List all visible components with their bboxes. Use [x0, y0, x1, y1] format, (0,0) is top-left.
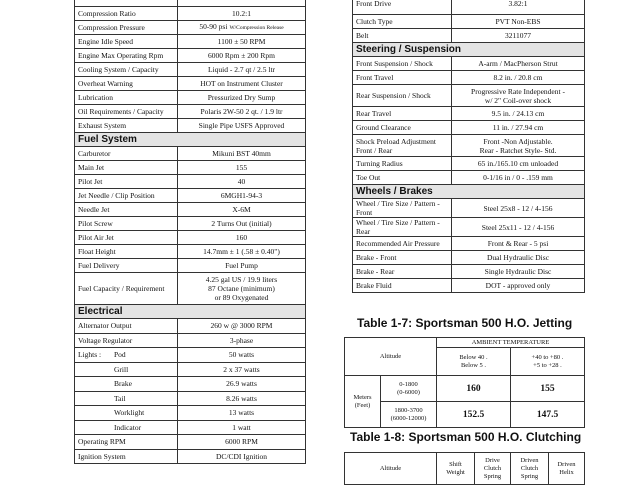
- spec-value-cell: [452, 218, 585, 237]
- spec-label: Front Travel: [356, 73, 394, 82]
- spec-label: Fuel Capacity / Requirement: [78, 284, 165, 293]
- spec-value: 0-1/16 in / 0 - .159 mm: [483, 173, 553, 182]
- spec-value-cell: [178, 203, 306, 217]
- spec-value-cell: [452, 85, 585, 107]
- spec-value-cell: [178, 189, 306, 203]
- right-spec-table: [352, 0, 585, 293]
- spec-label: Operating RPM: [78, 437, 126, 447]
- spec-value-cell: [178, 7, 306, 21]
- spec-label: Wheel / Tire Size / Pattern - Rear: [356, 218, 440, 236]
- spec-label-cell: [75, 391, 178, 406]
- spec-value: 13 watts: [228, 408, 255, 418]
- spec-sublabel: Pod: [114, 350, 126, 360]
- spec-label-cell: [75, 91, 178, 105]
- spec-value-cell: [178, 91, 306, 105]
- spec-label: Belt: [356, 31, 369, 40]
- spec-row: [75, 203, 306, 217]
- spec-value-cell: [178, 377, 306, 392]
- section-title: Electrical: [75, 305, 306, 319]
- spec-label-cell: [75, 377, 178, 392]
- spec-label-cell: [75, 259, 178, 273]
- spec-value: 6000 RPM: [225, 437, 258, 447]
- spec-value-cell: [452, 251, 585, 265]
- clutching-table: [344, 452, 585, 485]
- spec-row: [353, 107, 585, 121]
- spec-row: [75, 21, 306, 35]
- header-line: Spring: [483, 472, 502, 480]
- spec-row: [75, 35, 306, 49]
- spec-label-cell: [75, 362, 178, 377]
- spec-label: Overheat Warning: [78, 79, 133, 88]
- spec-row: [75, 245, 306, 259]
- spec-value: PVT Non-EBS: [495, 17, 541, 26]
- header-line: Drive: [485, 456, 500, 464]
- spec-label-cell: [75, 231, 178, 245]
- spec-value-cell: [178, 259, 306, 273]
- spec-value-line: 4.25 gal US / 19.9 liters: [205, 275, 278, 284]
- spec-value: Single Hydraulic Disc: [484, 267, 552, 276]
- spec-label: Lubrication: [78, 93, 113, 102]
- spec-value-cell: [452, 199, 585, 218]
- spec-value-cell: [178, 348, 306, 363]
- spec-value: 50 watts: [228, 350, 255, 360]
- spec-label-cell: [75, 63, 178, 77]
- spec-value-cell: [178, 161, 306, 175]
- spec-row: [353, 85, 585, 107]
- spec-value: Pressurized Dry Sump: [207, 93, 276, 102]
- spec-value-cell: [178, 21, 306, 35]
- spec-value: 26.9 watts: [226, 379, 257, 389]
- spec-row: [353, 279, 585, 293]
- spec-value-line: Rear - Ratchet Style- Std.: [479, 145, 557, 155]
- spec-value: Liquid - 2.7 qt / 2.5 ltr: [207, 65, 276, 74]
- spec-label-cell: [353, 57, 452, 71]
- spec-value: Mikuni BST 40mm: [212, 149, 271, 158]
- spec-label: Ignition System: [78, 451, 126, 461]
- spec-value-cell: [452, 135, 585, 157]
- spec-label-cell: [353, 135, 452, 157]
- spec-label: Needle Jet: [78, 205, 110, 214]
- spec-value-cell: [452, 57, 585, 71]
- spec-sublabel: Grill: [114, 364, 129, 374]
- spec-value: X-6M: [232, 205, 251, 214]
- spec-label-cell: [353, 279, 452, 293]
- spec-sublabel: Brake: [114, 379, 132, 389]
- spec-value: 9.5 in. / 24.13 cm: [491, 109, 545, 118]
- spec-value-cell: [178, 273, 306, 305]
- temp-col-line: +5 to +28 .: [533, 361, 562, 369]
- temp-col-line: Below 5 .: [460, 361, 487, 369]
- spec-label-cell: [75, 420, 178, 435]
- spec-label-cell: [75, 203, 178, 217]
- spec-row: [75, 175, 306, 189]
- spec-label-sub-wrapper: [78, 423, 174, 432]
- spec-label-cell: [75, 273, 178, 305]
- spec-value-cell: [178, 147, 306, 161]
- spec-label: Compression Ratio: [78, 9, 136, 18]
- header-line: Clutch: [520, 464, 539, 472]
- spec-row: [75, 119, 306, 133]
- spec-row: [353, 121, 585, 135]
- spec-row: [75, 105, 306, 119]
- spec-sublabel: Worklight: [114, 408, 145, 418]
- spec-label: Lights :: [78, 350, 102, 360]
- spec-label-cell: [75, 77, 178, 91]
- spec-label-cell: [353, 218, 452, 237]
- spec-value: 3-phase: [229, 335, 254, 345]
- spec-row: [353, 199, 585, 218]
- header-line: Driven: [520, 456, 539, 464]
- spec-label: Front Drive: [356, 0, 392, 8]
- section-title: Wheels / Brakes: [353, 185, 585, 199]
- spec-label-cell: [353, 0, 452, 15]
- spec-value: 155: [235, 163, 248, 172]
- spec-value: 8.26 watts: [226, 393, 257, 403]
- spec-value: Fuel Pump: [225, 261, 258, 270]
- spec-value-cell: [452, 107, 585, 121]
- spec-row: [353, 157, 585, 171]
- left-spec-table: [74, 0, 306, 464]
- spec-row: [75, 362, 306, 377]
- spec-sublabel: Tail: [114, 393, 126, 403]
- ambient-temperature-header: AMBIENT TEMPERATURE: [437, 338, 585, 348]
- spec-label-cell: [75, 21, 178, 35]
- spec-value: 10.2:1: [232, 9, 251, 18]
- unit-line: (Feet): [354, 401, 371, 409]
- jet-value: 147.5: [511, 402, 585, 428]
- header-line: Driven: [557, 460, 576, 468]
- spec-label-line: Shock Preload Adjustment: [356, 136, 436, 146]
- altitude-header: Altitude: [345, 338, 437, 376]
- section-fuel-system: [75, 133, 306, 147]
- spec-row: [75, 147, 306, 161]
- spec-label-cell: [353, 107, 452, 121]
- spec-label: Turning Radius: [356, 159, 403, 168]
- spec-label-cell: [75, 217, 178, 231]
- spec-value: 11 in. / 27.94 cm: [492, 123, 544, 132]
- spec-label: Clutch Type: [356, 17, 393, 26]
- spec-value: 65 in./165.10 cm unloaded: [477, 159, 559, 168]
- spec-row: [353, 265, 585, 279]
- spec-value: 3.82:1: [508, 0, 528, 8]
- range-line: (0-6000): [397, 388, 420, 396]
- altitude-range: [381, 402, 437, 428]
- spec-label-line: Front / Rear: [356, 145, 393, 155]
- spec-value-cell: [452, 121, 585, 135]
- spec-row: [75, 273, 306, 305]
- spec-value-cell: [178, 245, 306, 259]
- spec-value: DC/CDI Ignition: [215, 451, 268, 461]
- spec-label: Exhaust System: [78, 121, 127, 130]
- spec-label-sub-wrapper: [78, 365, 174, 374]
- spec-value-cell: [178, 362, 306, 377]
- spec-value-cell: [452, 29, 585, 43]
- spec-label: Ground Clearance: [356, 123, 411, 132]
- section-steering-suspension: [353, 43, 585, 57]
- spec-label-cell: [353, 15, 452, 29]
- jet-value: 152.5: [437, 402, 511, 428]
- header-line: Altitude: [379, 464, 402, 472]
- spec-label-cell: [353, 251, 452, 265]
- spec-value: 8.2 in. / 20.8 cm: [493, 73, 543, 82]
- spec-value-cell: [178, 119, 306, 133]
- spec-row: [75, 91, 306, 105]
- spec-row: [75, 63, 306, 77]
- spec-row: [75, 420, 306, 435]
- spec-label: Toe Out: [356, 173, 381, 182]
- spec-row: [75, 49, 306, 63]
- section-title: Fuel System: [75, 133, 306, 147]
- spec-label: Engine Max Operating Rpm: [78, 51, 164, 60]
- spec-row: [75, 259, 306, 273]
- spec-value: Polaris 2W-50 2 qt. / 1.9 ltr: [200, 107, 283, 116]
- spec-row: [75, 161, 306, 175]
- jetting-table: [344, 337, 585, 428]
- spec-value: 50-90 psi: [199, 22, 228, 31]
- spec-row: [353, 171, 585, 185]
- spec-label-cell: [353, 237, 452, 251]
- spec-label-cell: [75, 49, 178, 63]
- spec-value: Single Pipe USFS Approved: [198, 121, 285, 130]
- spec-value: 14.7mm ± 1 (.58 ± 0.40"): [203, 247, 280, 256]
- altitude-range: [381, 376, 437, 402]
- spec-value: Steel 25x8 - 12 / 4-156: [483, 203, 553, 213]
- spec-value-cell: [178, 49, 306, 63]
- jet-value: 155: [511, 376, 585, 402]
- spec-value-cell: [178, 63, 306, 77]
- spec-label-cell: [353, 29, 452, 43]
- spec-row: [353, 29, 585, 43]
- spec-value: A-arm / MacPherson Strut: [478, 59, 558, 68]
- spec-label-cell: [75, 333, 178, 348]
- spec-label-cell: [75, 7, 178, 21]
- spec-value: 6000 Rpm ± 200 Rpm: [207, 51, 276, 60]
- spec-value-line: or 89 Oxygenated: [214, 293, 269, 302]
- spec-value: Steel 25x11 - 12 / 4-156: [481, 222, 555, 232]
- temp-col-line: Below 40 .: [459, 353, 488, 361]
- spec-value-cell: [452, 171, 585, 185]
- spec-label: Rear Suspension / Shock: [356, 91, 431, 100]
- spec-value: DOT - approved only: [485, 281, 551, 290]
- spec-row: [75, 449, 306, 464]
- spec-label: Voltage Regulator: [78, 335, 133, 345]
- spec-value: Dual Hydraulic Disc: [486, 253, 550, 262]
- section-electrical: [75, 305, 306, 319]
- spec-label: Pilot Air Jet: [78, 233, 114, 242]
- spec-label-cell: [75, 319, 178, 334]
- spec-value: Front & Rear - 5 psi: [487, 239, 549, 248]
- spec-label: Front Suspension / Shock: [356, 59, 433, 68]
- spec-value-cell: [178, 420, 306, 435]
- spec-label-cell: [353, 199, 452, 218]
- spec-value-cell: [178, 406, 306, 421]
- clutching-table-caption: Table 1-8: Sportsman 500 H.O. Clutching: [350, 430, 582, 444]
- spec-label-cell: [75, 348, 178, 363]
- jet-value: 160: [437, 376, 511, 402]
- spec-label-cell: [353, 71, 452, 85]
- spec-row: [75, 7, 306, 21]
- spec-value: 2 x 37 watts: [223, 364, 260, 374]
- spec-value-note: W/Compression Release: [229, 25, 284, 31]
- spec-value: 1 watt: [232, 422, 251, 432]
- spec-label-cell: [75, 435, 178, 450]
- spec-row: [75, 77, 306, 91]
- spec-value-cell: [452, 157, 585, 171]
- spec-label-cell: [75, 161, 178, 175]
- spec-label: Float Height: [78, 247, 116, 256]
- spec-label-cell: [75, 147, 178, 161]
- spec-row: [75, 319, 306, 334]
- spec-value: 6MGH1-94-3: [220, 191, 263, 200]
- spec-value-cell: [178, 77, 306, 91]
- spec-row: [75, 348, 306, 363]
- spec-row: [75, 377, 306, 392]
- spec-label: Pilot Jet: [78, 177, 103, 186]
- temp-col-warm: [511, 348, 585, 376]
- spec-value: 260 w @ 3000 RPM: [210, 321, 273, 331]
- spec-value-cell: [178, 231, 306, 245]
- spec-value-cell: [452, 15, 585, 29]
- spec-value: 40: [237, 177, 246, 186]
- spec-label: Alternator Output: [78, 321, 132, 331]
- spec-row: [353, 57, 585, 71]
- spec-sublabel: Indicator: [114, 422, 142, 432]
- spec-label-cell: [353, 121, 452, 135]
- spec-value-cell: [178, 435, 306, 450]
- spec-label: Recommended Air Pressure: [356, 239, 440, 248]
- spec-label: Brake - Rear: [356, 267, 395, 276]
- spec-label: Fuel Delivery: [78, 261, 120, 270]
- spec-label: Brake - Front: [356, 253, 397, 262]
- range-line: 0-1800: [399, 380, 418, 388]
- spec-value: HOT on Instrument Cluster: [200, 79, 283, 88]
- range-line: 1800-3700: [394, 406, 423, 414]
- spec-row: [75, 391, 306, 406]
- spec-value: 2 Turns Out (initial): [211, 219, 272, 228]
- spec-row: [353, 15, 585, 29]
- spec-label: Brake Fluid: [356, 281, 392, 290]
- spec-row: [353, 218, 585, 237]
- spec-row: [353, 251, 585, 265]
- range-line: (6000-12000): [390, 414, 427, 422]
- spec-label-cell: [75, 245, 178, 259]
- jetting-table-caption: Table 1-7: Sportsman 500 H.O. Jetting: [357, 316, 573, 330]
- spec-label-sub-wrapper: [78, 408, 174, 417]
- spec-label-sub-wrapper: [78, 350, 174, 359]
- spec-value-cell: [178, 105, 306, 119]
- spec-value-cell: [178, 217, 306, 231]
- section-title: Steering / Suspension: [353, 43, 585, 57]
- spec-label-cell: [75, 119, 178, 133]
- header-line: Clutch: [483, 464, 502, 472]
- spec-label-sub-wrapper: [78, 379, 174, 388]
- spec-label-cell: [75, 175, 178, 189]
- spec-value-line: Front -Non Adjustable.: [483, 136, 553, 146]
- spec-label: Engine Idle Speed: [78, 37, 133, 46]
- spec-value-cell: [178, 35, 306, 49]
- spec-value-cell: [452, 265, 585, 279]
- spec-label-cell: [75, 35, 178, 49]
- spec-row: [75, 189, 306, 203]
- spec-value-line: Progressive Rate Independent -: [471, 86, 565, 96]
- spec-value-line: w/ 2" Coil-over shock: [484, 95, 552, 105]
- unit-line: Meters: [353, 393, 372, 401]
- spec-row: [353, 135, 585, 157]
- spec-value-cell: [452, 237, 585, 251]
- spec-label: Oil Requirements / Capacity: [78, 107, 164, 116]
- spec-label-cell: [75, 449, 178, 464]
- altitude-unit-label: [345, 376, 381, 428]
- temp-col-line: +40 to +80 .: [531, 353, 564, 361]
- spec-value: 1100 ± 50 RPM: [217, 37, 266, 46]
- spec-label: Jet Needle / Clip Position: [78, 191, 155, 200]
- spec-label: Cooling System / Capacity: [78, 65, 159, 74]
- spec-value-cell: [178, 319, 306, 334]
- spec-value: 3211077: [505, 31, 531, 40]
- spec-label-cell: [75, 105, 178, 119]
- spec-value-cell: [178, 333, 306, 348]
- temp-col-cold: [437, 348, 511, 376]
- spec-value-line: 87 Octane (minimum): [208, 284, 275, 293]
- spec-row: [75, 217, 306, 231]
- header-line: Weight: [446, 468, 465, 476]
- spec-label-cell: [75, 406, 178, 421]
- spec-label-sub-wrapper: [78, 394, 174, 403]
- spec-value-cell: [178, 449, 306, 464]
- spec-label: Compression Pressure: [78, 23, 145, 32]
- spec-value-cell: [452, 0, 585, 15]
- spec-row: [75, 435, 306, 450]
- section-wheels-brakes: [353, 185, 585, 199]
- spec-label-cell: [353, 265, 452, 279]
- spec-row: [75, 333, 306, 348]
- spec-label: Rear Travel: [356, 109, 392, 118]
- spec-label-cell: [353, 85, 452, 107]
- header-line: Shift: [449, 460, 462, 468]
- spec-label: Wheel / Tire Size / Pattern - Front: [356, 199, 440, 217]
- spec-row: [75, 406, 306, 421]
- spec-row: [75, 231, 306, 245]
- spec-label-cell: [75, 189, 178, 203]
- spec-value-cell: [452, 71, 585, 85]
- spec-label-cell: [353, 157, 452, 171]
- spec-value-cell: [178, 391, 306, 406]
- header-line: Spring: [520, 472, 539, 480]
- spec-value-cell: [178, 175, 306, 189]
- spec-label: Main Jet: [78, 163, 105, 172]
- spec-row: [353, 71, 585, 85]
- spec-label: Pilot Screw: [78, 219, 113, 228]
- spec-value-cell: [452, 279, 585, 293]
- spec-row: [353, 0, 585, 15]
- spec-row: [353, 237, 585, 251]
- spec-label-cell: [353, 171, 452, 185]
- spec-label: Carburetor: [78, 149, 111, 158]
- header-line: Helix: [559, 468, 574, 476]
- spec-value: 160: [235, 233, 248, 242]
